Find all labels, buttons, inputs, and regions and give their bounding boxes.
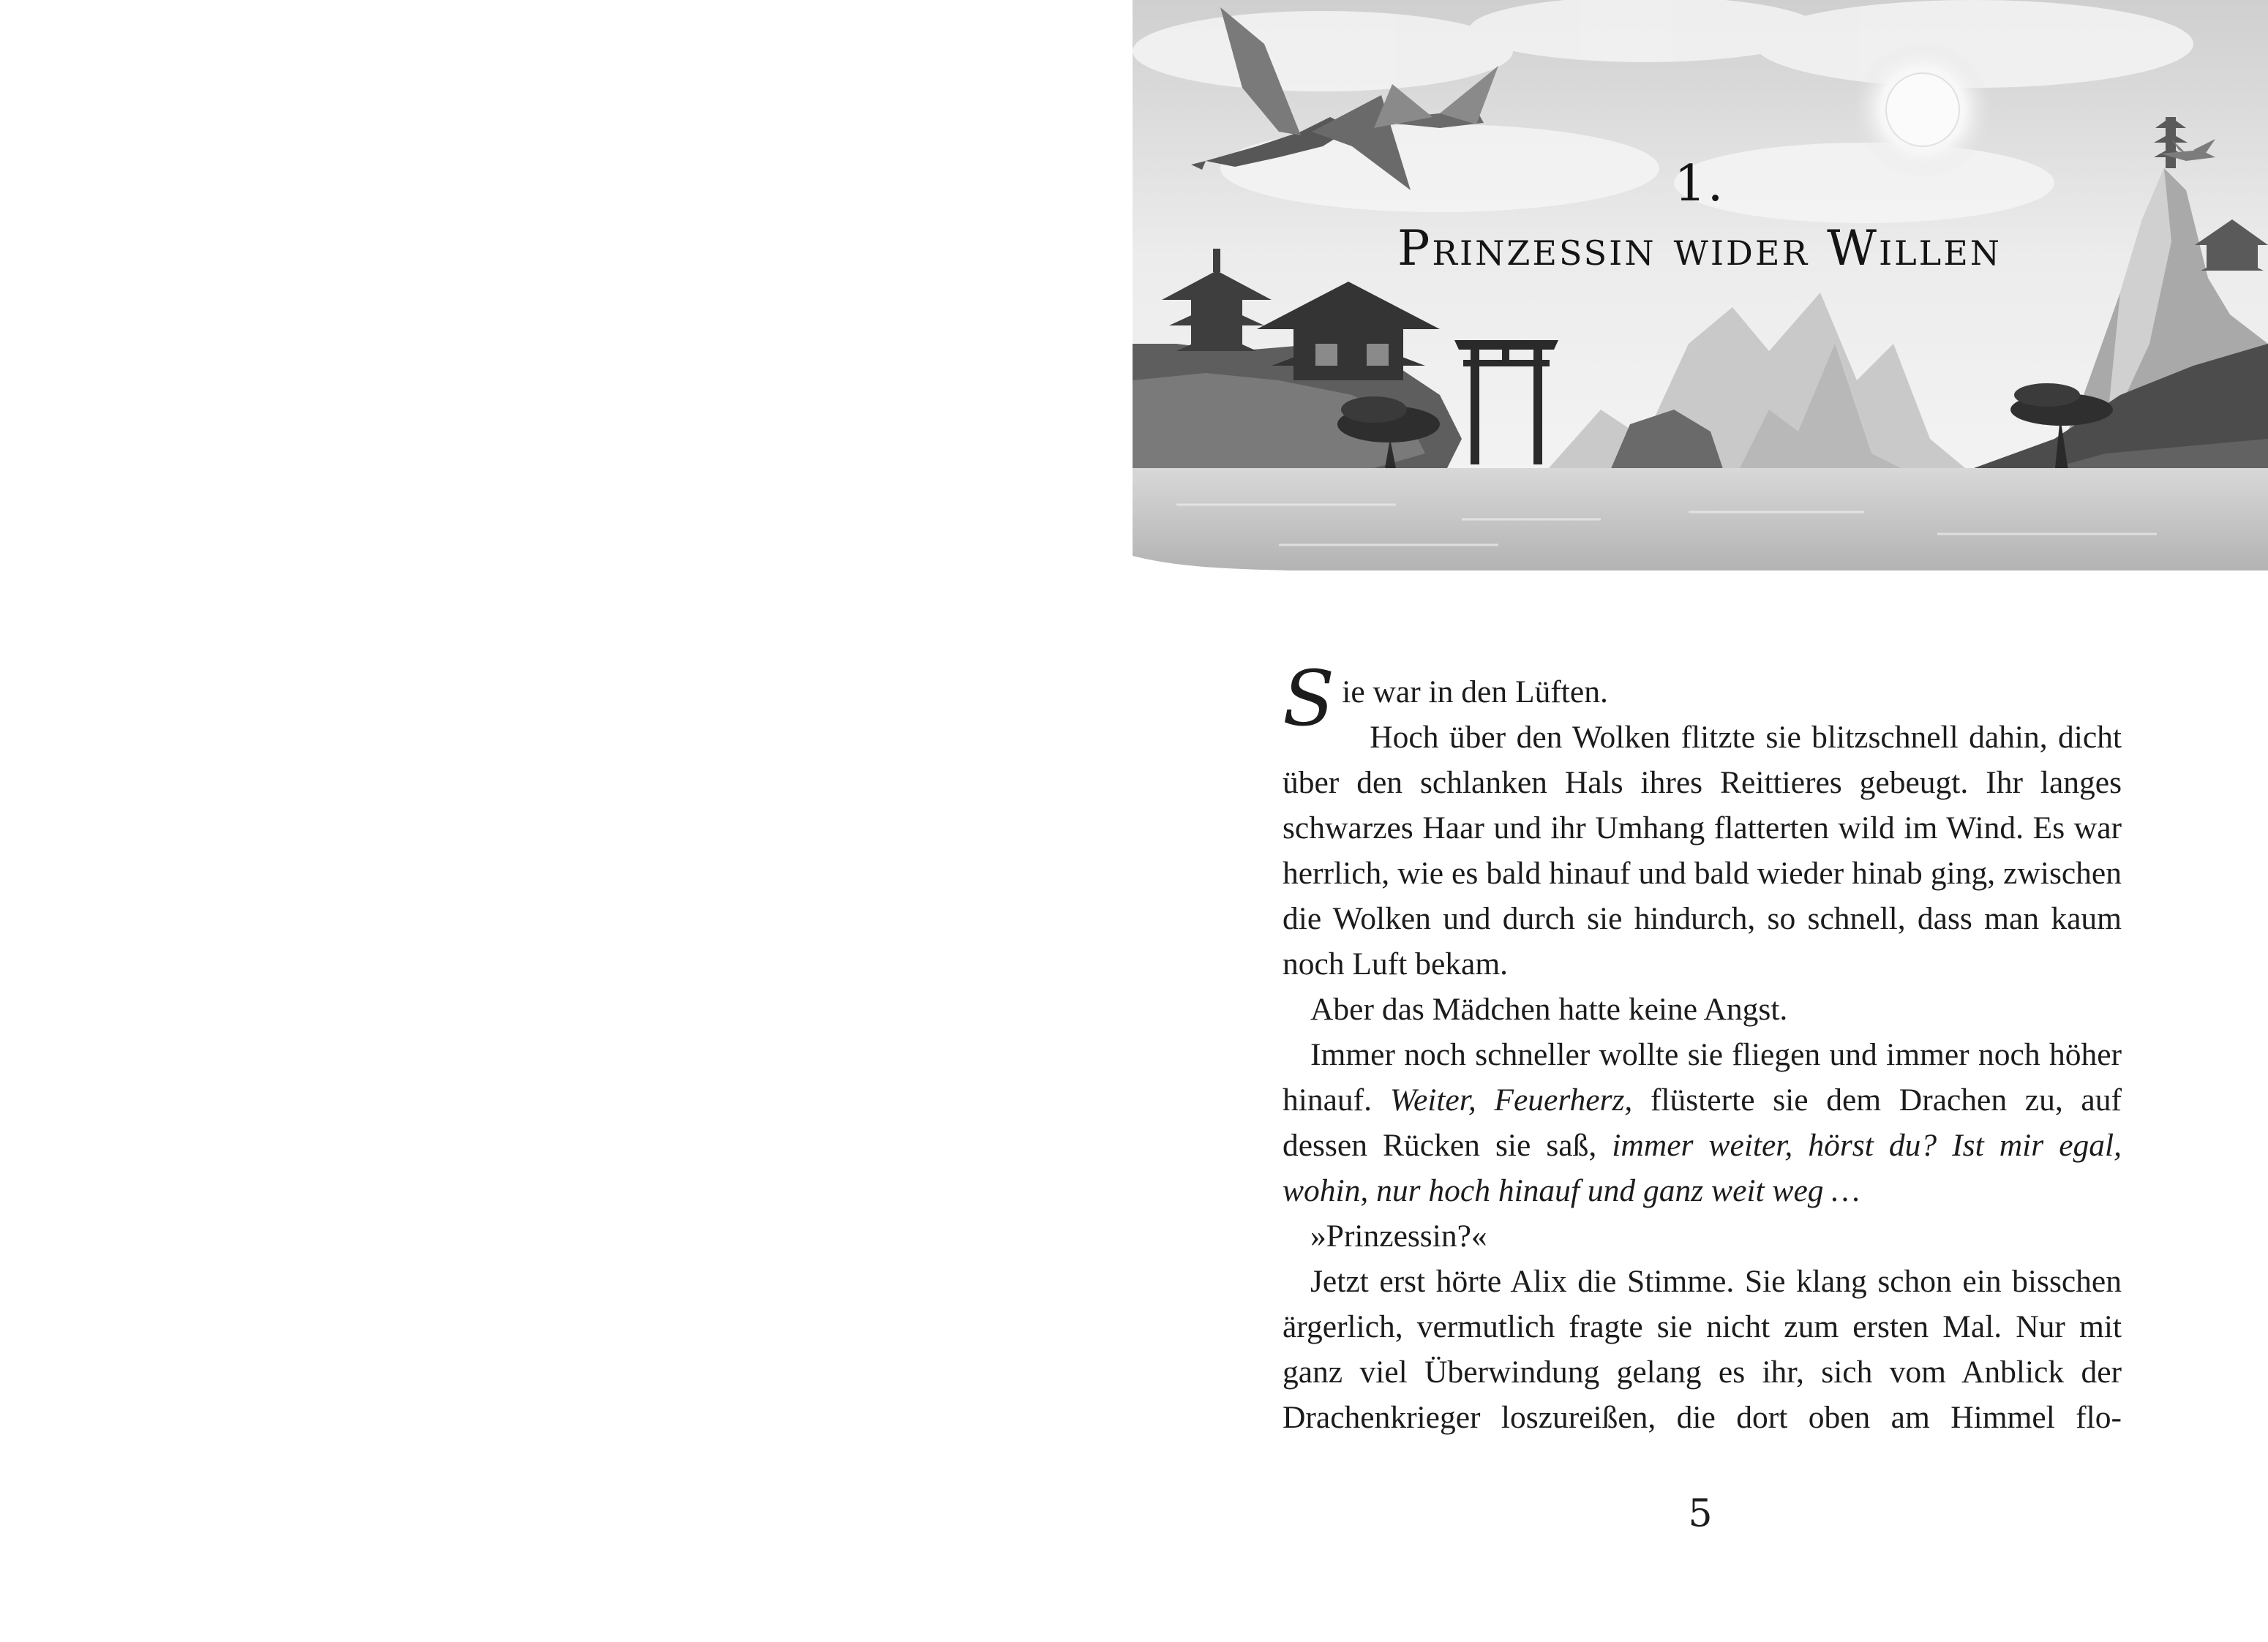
italic-speech-1: Weiter, Feuerherz, [1389, 1082, 1633, 1118]
chapter-number: 1. [1674, 155, 1725, 213]
page-number: 5 [1688, 1492, 1713, 1536]
italic-speech-2: immer weiter, hörst du? Ist mir egal, wohin, nur hoch hinauf und ganz weit weg … [1283, 1128, 2122, 1208]
paragraph-6: Jetzt erst hörte Alix die Stimme. Sie klang schon ein bisschen ärgerlich, vermutlich fragte sie nicht zum ersten Mal. Nur mit ganz viel Überwindung gelang es ihr, sich vom Anblick der Drachenkrieger loszureißen, die dort oben am Himmel flo- [1283, 1264, 2122, 1435]
blank-left-page [0, 0, 1133, 1642]
paragraph-4: Immer noch schneller wollte sie fliegen und immer noch höher hinauf. Weiter, Feuerherz, flüsterte sie dem Drachen zu, auf dessen Rücken sie saß, immer weiter, hörst du? Ist mir egal, wohin, nur hoch hinauf und ganz weit weg … [1283, 1037, 2122, 1208]
sun [1886, 73, 1959, 146]
lake [1133, 468, 2268, 570]
chapter-illustration [1133, 0, 2268, 622]
paragraph-1: Sie war in den Lüften. [1283, 654, 1608, 743]
chapter-title: Prinzessin wider Willen [1397, 220, 2002, 276]
paragraph-5: »Prinzessin?« [1310, 1219, 1487, 1254]
paragraph-3: Aber das Mädchen hatte keine Angst. [1310, 992, 1788, 1027]
landscape-illustration [1133, 0, 2268, 622]
right-page [1133, 0, 2268, 1642]
chapter-heading [1279, 154, 2120, 282]
drop-cap: S [1283, 654, 1335, 743]
paragraph-2: Hoch über den Wolken flitzte sie blitzschnell dahin, dicht über den schlanken Hals ihres Reittieres gebeugt. Ihr langes schwarzes Haar und ihr Umhang flatterten wild im Wind. Es war herrlich, wie es bald hinauf und bald wieder hinab ging, zwischen die Wolken und durch sie hindurch, so schnell, dass man kaum noch Luft bekam. [1283, 720, 2122, 982]
body-text [1283, 654, 2122, 1440]
